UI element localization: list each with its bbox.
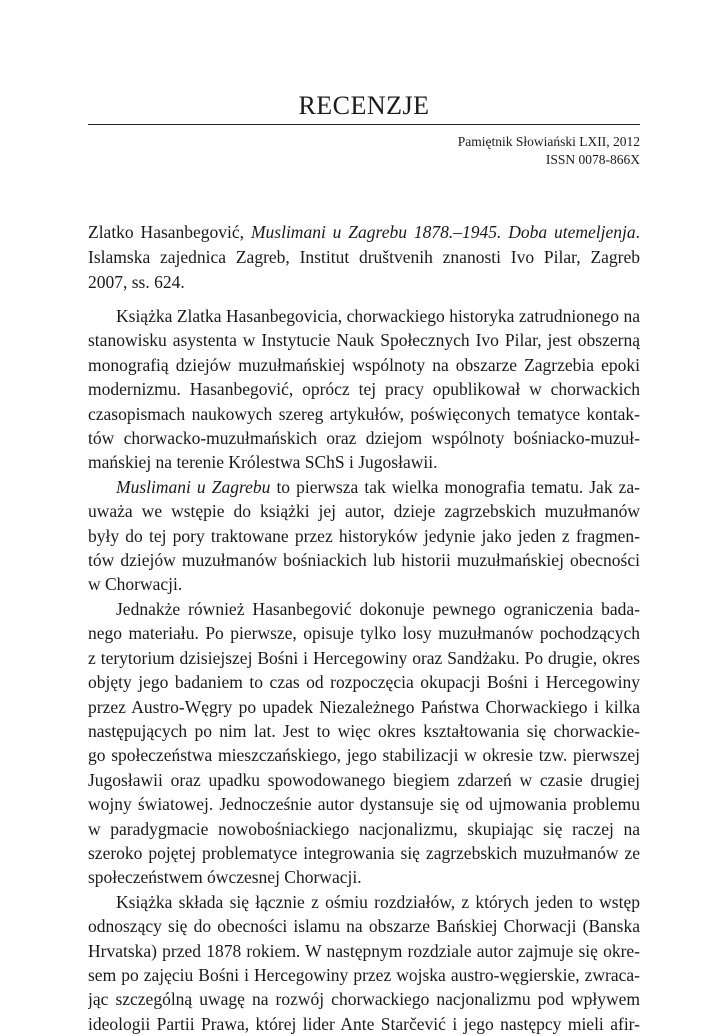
text-line: z terytorium dzisiejszej Bośni i Hercegowiny oraz Sandżaku. Po drugie, okres bbox=[88, 647, 640, 668]
text-line: Muslimani u Zagrebu to pierwsza tak wielka monografia tematu. Jak za- bbox=[116, 476, 640, 497]
text-line: ideologii Partii Prawa, której lider Ante Starčević i jego następcy mieli afir- bbox=[88, 1013, 640, 1034]
text-line: nego materiału. Po pierwsze, opisuje tylko losy muzułmanów pochodzących bbox=[88, 623, 640, 644]
text-line: w Chorwacji. bbox=[88, 574, 183, 595]
review-body bbox=[88, 304, 640, 1036]
paragraph-3 bbox=[88, 597, 640, 890]
text-line: tów chorwacko-muzułmańskich oraz dziejom wspólnoty bośniacko-muzuł- bbox=[88, 428, 640, 449]
text-line: objęty jego badaniem to czas od rozpoczęcia okupacji Bośni i Hercegowiny bbox=[88, 672, 640, 693]
text-line: przez Austro-Węgry po upadek Niezależnego Państwa Chorwackiego i kilka bbox=[88, 696, 640, 717]
paragraph-1 bbox=[88, 304, 640, 475]
paragraph-4 bbox=[88, 890, 640, 1036]
italic-book-title: Muslimani u Zagrebu bbox=[116, 476, 271, 497]
text-line: Jednakże również Hasanbegović dokonuje pewnego ograniczenia bada- bbox=[116, 598, 640, 619]
text-line: czasopismach naukowych szereg artykułów, poświęconych tematyce kontak- bbox=[88, 403, 640, 424]
text-line: Jugosławii oraz upadku spowodowanego biegiem zdarzeń w czasie drugiej bbox=[88, 769, 640, 790]
journal-name: Pamiętnik Słowiański LXII, 2012 bbox=[457, 134, 640, 149]
text-line: w paradygmacie nowobośniackiego nacjonalizmu, skupiając się raczej na bbox=[88, 818, 640, 839]
text-line: monografią dziejów muzułmańskiej wspólnoty na obszarze Zagrzebia epoki bbox=[88, 354, 640, 375]
text-line: społeczeństwem ówczesnej Chorwacji. bbox=[88, 867, 362, 888]
text-line: tów dziejów muzułmanów bośniackich lub historii muzułmańskiej obecności bbox=[88, 550, 640, 571]
text-line: Hrvatska) przed 1878 rokiem. W następnym rozdziale autor zajmuje się okre- bbox=[88, 940, 640, 961]
citation-title: Muslimani u Zagrebu 1878.–1945. Doba utemeljenja bbox=[250, 222, 636, 242]
text-line: Książka składa się łącznie z ośmiu rozdziałów, z których jeden to wstęp bbox=[116, 891, 640, 912]
citation-publisher: . Islamska zajednica Zagreb, Institut društvenih znanosti Ivo Pilar, Zagreb 2007, ss. 624. bbox=[88, 222, 640, 292]
text-line: jąc szczególną uwagę na rozwój chorwackiego nacjonalizmu pod wpływem bbox=[88, 989, 640, 1010]
journal-issn: ISSN 0078-866X bbox=[545, 152, 640, 167]
section-title: RECENZJE bbox=[298, 91, 430, 120]
text-line: stanowisku asystenta w Instytucie Nauk Społecznych Ivo Pilar, jest obszerną bbox=[88, 330, 640, 351]
text-line: mańskiej na terenie Królestwa SChS i Jugosławii. bbox=[88, 452, 438, 473]
text-line: były do tej pory traktowane przez historyków jedynie jako jeden z fragmen- bbox=[88, 525, 640, 546]
text-line: odnoszący się do obecności islamu na obszarze Bańskiej Chorwacji (Banska bbox=[88, 916, 640, 937]
text-line: Książka Zlatka Hasanbegovicia, chorwackiego historyka zatrudnionego na bbox=[116, 306, 640, 326]
paragraph-2 bbox=[88, 475, 640, 597]
citation-author: Zlatko Hasanbegović, bbox=[88, 222, 251, 242]
title-rule bbox=[88, 124, 640, 125]
bibliographic-citation bbox=[88, 220, 640, 295]
journal-info bbox=[458, 133, 640, 169]
text-line: następujących po nim lat. Jest to więc okres kształtowania się chorwackie- bbox=[88, 720, 640, 741]
text-line: wojny światowej. Jednocześnie autor dystansuje się od ujmowania problemu bbox=[88, 794, 640, 815]
text-line: uważa we wstępie do książki jej autor, dzieje zagrzebskich muzułmanów bbox=[88, 501, 640, 522]
text-line: modernizmu. Hasanbegović, oprócz tej pracy opublikował w chorwackich bbox=[88, 379, 640, 400]
text-line: szeroko pojętej problematyce integrowania się zagrzebskich muzułmanów ze bbox=[88, 842, 640, 863]
text-line: sem po zajęciu Bośni i Hercegowiny przez wojska austro-węgierskie, zwraca- bbox=[88, 964, 640, 985]
text-line: go społeczeństwa mieszczańskiego, jego stabilizacji w okresie tzw. pierwszej bbox=[88, 745, 640, 766]
